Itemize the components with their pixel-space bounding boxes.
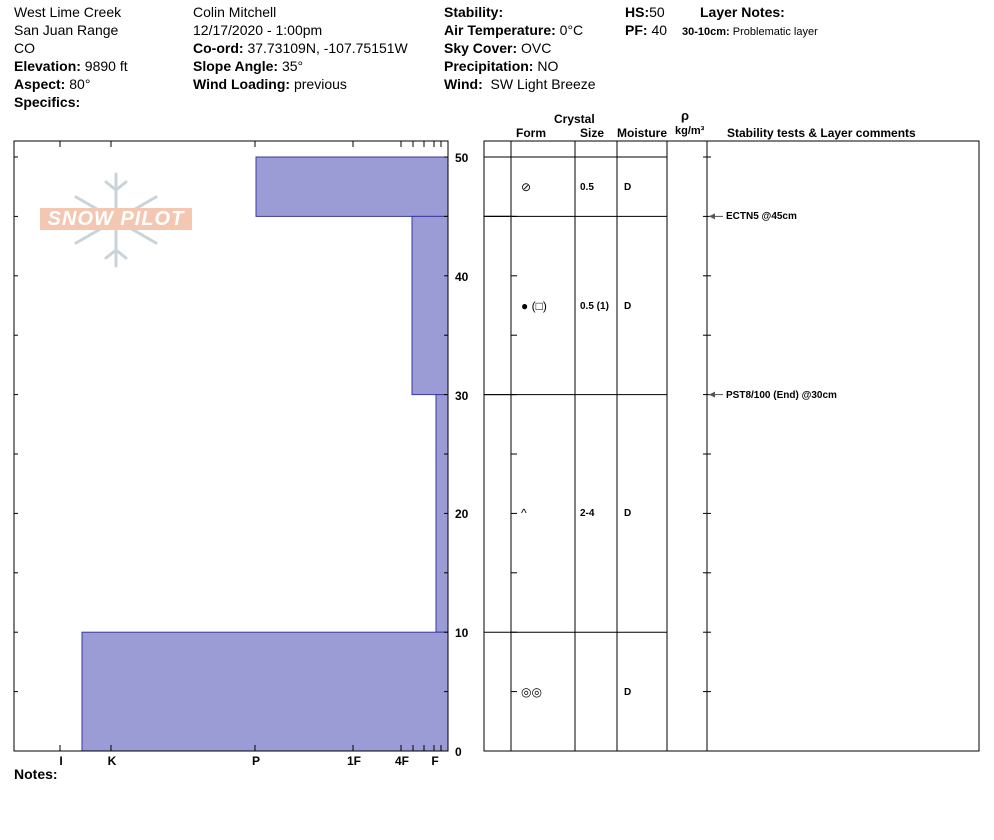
- rho-header: ρ: [681, 108, 690, 123]
- specifics-label: Specifics:: [14, 94, 81, 110]
- rounded-grain-faceted-icon: ● (□): [521, 298, 547, 313]
- density-unit-header: kg/m³: [675, 125, 705, 137]
- crystal-header: Crystal: [554, 112, 595, 126]
- air-temperature: Air Temperature: 0°C: [444, 22, 584, 38]
- penetration-foot: PF: 40: [625, 22, 668, 38]
- test-arrowhead: [709, 392, 715, 398]
- location: West Lime Creek: [14, 4, 122, 20]
- stability-test-0: ECTN5 @45cm: [726, 211, 797, 223]
- moisture-header: Moisture: [617, 126, 668, 140]
- datetime: 12/17/2020 - 1:00pm: [193, 22, 323, 38]
- layer-table-frame: [484, 141, 979, 751]
- layer-moisture-3: D: [624, 686, 632, 698]
- stability-tests-header: Stability tests & Layer comments: [727, 126, 916, 140]
- state: CO: [14, 40, 35, 56]
- stability-test-1: PST8/100 (End) @30cm: [726, 389, 837, 401]
- depth-label-50: 50: [455, 151, 469, 165]
- notes-label: Notes:: [14, 766, 58, 782]
- layer-moisture-0: D: [624, 181, 632, 193]
- layer-moisture-2: D: [624, 508, 632, 520]
- depth-label-30: 30: [455, 388, 469, 403]
- hardness-label-1F: 1F: [347, 754, 362, 768]
- layer-notes-label: Layer Notes:: [700, 4, 785, 20]
- wind-loading: Wind Loading: previous: [193, 76, 347, 92]
- range: San Juan Range: [14, 22, 119, 38]
- melt-forms-icon: ◎◎: [521, 684, 542, 699]
- form-header: Form: [516, 126, 546, 140]
- height-of-snow: HS:50: [625, 4, 665, 20]
- size-header: Size: [580, 126, 605, 140]
- hardness-label-P: P: [251, 754, 260, 768]
- hardness-label-4F: 4F: [395, 754, 410, 768]
- depth-label-20: 20: [455, 507, 469, 522]
- depth-label-40: 40: [455, 269, 469, 284]
- observer: Colin Mitchell: [193, 4, 277, 20]
- hardness-label-F: F: [431, 754, 439, 768]
- layer-size-0: 0.5: [580, 181, 594, 193]
- coordinates: Co-ord: 37.73109N, -107.75151W: [193, 40, 408, 56]
- hardness-bar-1: [412, 216, 448, 394]
- hardness-bar-0: [256, 157, 448, 216]
- stability-label: Stability:: [444, 4, 504, 20]
- layer-size-2: 2-4: [580, 508, 595, 520]
- hardness-bar-3: [82, 632, 448, 751]
- aspect: Aspect: 80°: [14, 76, 91, 92]
- precipitation-particle-icon: ⊘: [521, 179, 532, 194]
- hardness-label-K: K: [107, 754, 117, 768]
- layer-moisture-1: D: [624, 300, 632, 312]
- logo-text: SNOW PILOT: [40, 208, 192, 230]
- layer-size-1: 0.5 (1): [580, 300, 609, 312]
- depth-hoar-icon: ^: [521, 506, 527, 521]
- layer-note: 30-10cm: Problematic layer: [682, 26, 818, 38]
- wind: Wind: SW Light Breeze: [444, 76, 596, 92]
- sky-cover: Sky Cover: OVC: [444, 40, 552, 56]
- test-arrowhead: [709, 213, 715, 219]
- elevation: Elevation: 9890 ft: [14, 58, 128, 74]
- depth-label-10: 10: [455, 626, 469, 641]
- hardness-label-I: I: [59, 754, 63, 768]
- depth-label-0: 0: [455, 745, 462, 759]
- slope-angle: Slope Angle: 35°: [193, 58, 304, 74]
- precipitation: Precipitation: NO: [444, 58, 559, 74]
